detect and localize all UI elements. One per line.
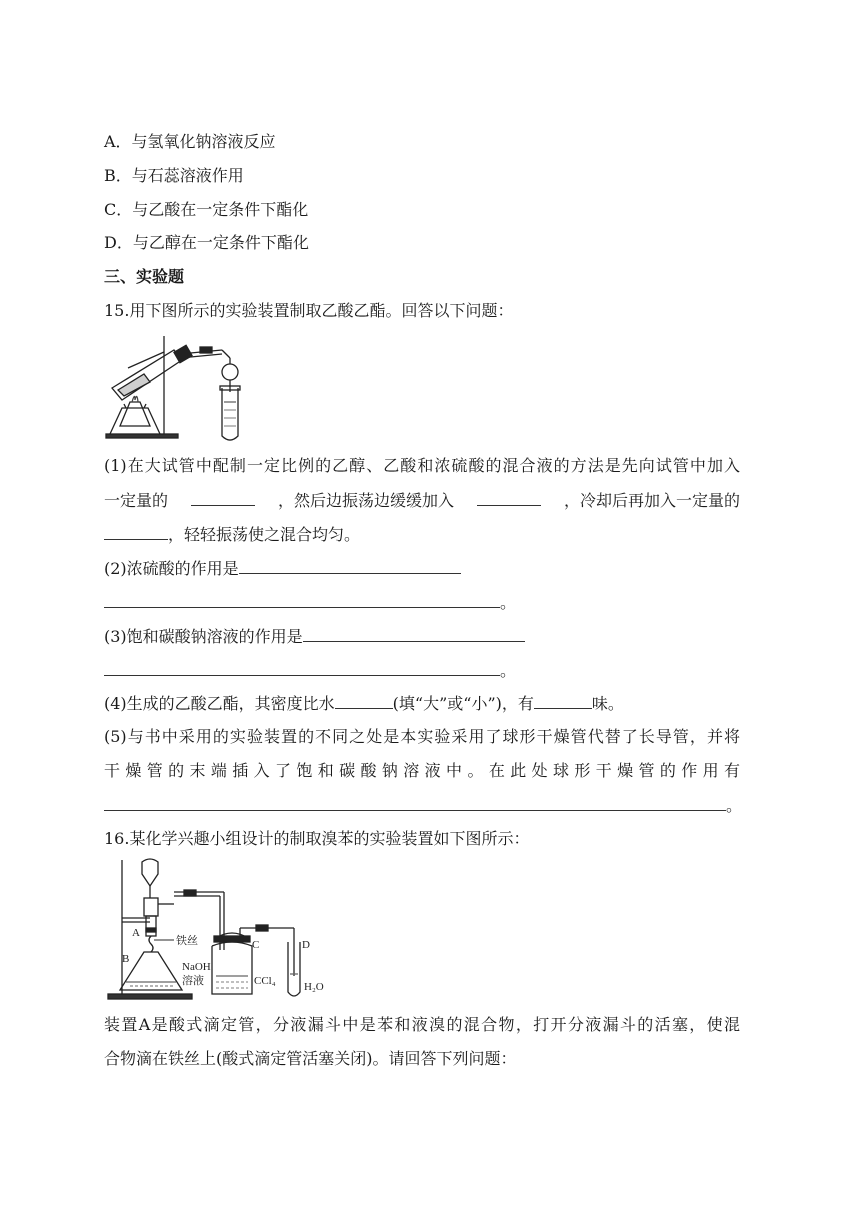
option-c: C．与乙酸在一定条件下酯化 [104,200,309,219]
ethyl-acetate-apparatus-figure [104,330,254,442]
label-naoh: NaOH [182,961,211,973]
q15-part2 [104,557,461,580]
answer-blank[interactable] [191,489,255,506]
q15-part1-text-a: 一定量的 [104,491,169,510]
q15-part4-text-c: 味。 [591,694,624,713]
label-b: B [122,953,130,965]
label-ccl4: CCl₄ [254,975,276,987]
q15-part1-text-b: ，然后边振荡边缓缓加入 [277,491,454,510]
q15-part1-line1: (1)在大试管中配制一定比例的乙醇、乙酸和浓硫酸的混合液的方法是先向试管中加入 [104,456,740,475]
q15-part1-line3 [104,523,360,546]
q15-part3-period: 。 [500,661,517,680]
q15-part4-text-a: (4)生成的乙酸乙酯，其密度比水 [104,694,335,713]
q15-part3-continuation [104,659,516,682]
q15-part5-line1: (5)与书中采用的实验装置的不同之处是本实验采用了球形干燥管代替了长导管，并将 [104,727,740,746]
answer-blank[interactable] [104,523,168,540]
label-d: D [302,939,310,951]
option-a: A．与氢氧化钠溶液反应 [104,132,276,151]
q15-part1-text-d: ，轻轻振荡使之混合均匀。 [168,525,361,544]
q15-part3 [104,625,525,648]
label-a: A [132,927,140,939]
q15-part1-text-c: ，冷却后再加入一定量的 [563,491,740,510]
q15-part5-period: 。 [726,796,743,815]
section-heading: 三、实验题 [104,267,185,286]
q16-description-line2: 合物滴在铁丝上(酸式滴定管活塞关闭)。请回答下列问题： [104,1049,517,1068]
question-15-stem: 15.用下图所示的实验装置制取乙酸乙酯。回答以下问题： [104,301,514,320]
q15-part1-line2 [104,489,740,512]
label-iron-wire: 铁丝 [176,935,198,947]
q15-part5-line3 [104,794,742,817]
answer-blank[interactable] [303,625,525,642]
q15-part2-continuation [104,591,516,614]
q15-part2-label: (2)浓硫酸的作用是 [104,559,239,578]
q15-part2-period: 。 [500,593,517,612]
label-solution: 溶液 [182,975,204,987]
answer-blank[interactable] [477,489,541,506]
q15-part4-text-b: (填“大”或“小”)，有 [392,694,534,713]
answer-blank[interactable] [335,692,393,709]
answer-blank[interactable] [104,794,726,811]
label-c: C [252,939,260,951]
q15-part5-line2: 干燥管的末端插入了饱和碳酸钠溶液中。在此处球形干燥管的作用有 [104,761,740,780]
label-h2o: H₂O [304,981,324,993]
bromobenzene-apparatus-figure [104,856,340,1002]
option-d: D．与乙醇在一定条件下酯化 [104,233,309,252]
answer-blank[interactable] [534,692,592,709]
question-16-stem: 16.某化学兴趣小组设计的制取溴苯的实验装置如下图所示： [104,829,530,848]
q16-description-line1: 装置A是酸式滴定管，分液漏斗中是苯和液溴的混合物，打开分液漏斗的活塞，使混 [104,1015,740,1034]
q15-part3-label: (3)饱和碳酸钠溶液的作用是 [104,627,303,646]
q15-part4 [104,692,624,715]
option-b: B．与石蕊溶液作用 [104,166,244,185]
answer-blank[interactable] [104,591,500,608]
answer-blank[interactable] [239,557,461,574]
answer-blank[interactable] [104,659,500,676]
